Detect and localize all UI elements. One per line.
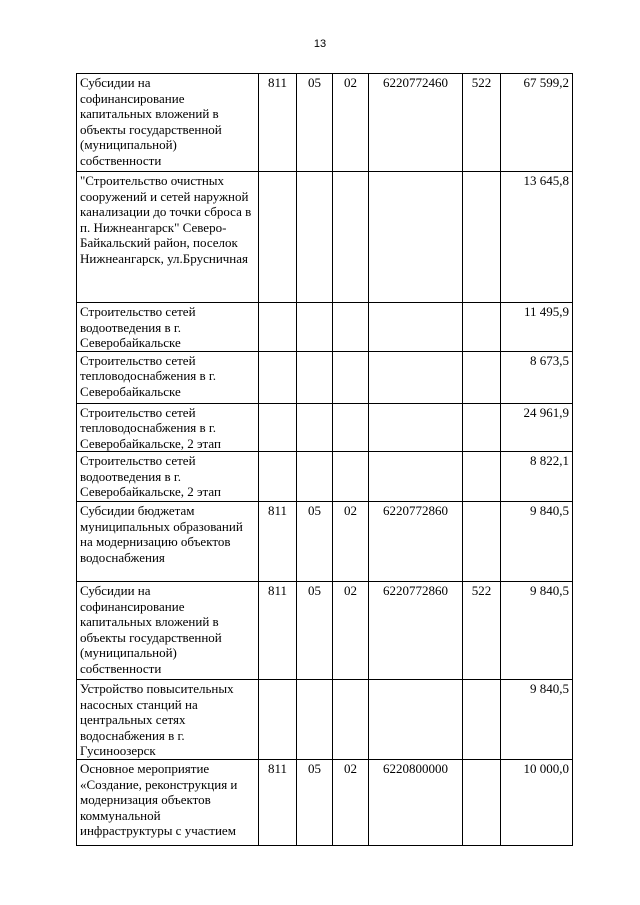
pr-cell: 02	[333, 760, 369, 846]
pr-cell	[333, 680, 369, 760]
rz-cell	[297, 303, 333, 352]
rz-cell	[297, 351, 333, 403]
vr-cell: 522	[463, 74, 501, 172]
vr-cell	[463, 452, 501, 502]
rz-cell	[297, 403, 333, 452]
row-name-cell: Строительство сетей тепловодоснабжения в г. Северобайкальске, 2 этап	[77, 403, 259, 452]
pr-cell: 02	[333, 74, 369, 172]
table-row	[77, 452, 573, 502]
csr-cell	[369, 351, 463, 403]
table-row	[77, 680, 573, 760]
vr-cell	[463, 403, 501, 452]
page-number: 13	[313, 38, 327, 50]
vr-cell	[463, 351, 501, 403]
table-row	[77, 74, 573, 172]
grbs-cell: 811	[259, 74, 297, 172]
csr-cell	[369, 172, 463, 303]
rz-cell	[297, 452, 333, 502]
table-row	[77, 760, 573, 846]
row-name-cell: Субсидии на софинансирование капитальных вложений в объекты государственной (муниципальной) собственности	[77, 74, 259, 172]
pr-cell: 02	[333, 502, 369, 582]
sum-cell: 10 000,0	[501, 760, 573, 846]
sum-cell: 24 961,9	[501, 403, 573, 452]
table-row	[77, 172, 573, 303]
vr-cell	[463, 502, 501, 582]
table-row	[77, 403, 573, 452]
sum-cell: 9 840,5	[501, 680, 573, 760]
sum-cell: 9 840,5	[501, 582, 573, 680]
rz-cell: 05	[297, 74, 333, 172]
vr-cell	[463, 760, 501, 846]
row-name-cell: "Строительство очистных сооружений и сетей наружной канализации до точки сброса в п. Нижнеангарск" Северо-Байкальский район, поселок Нижнеангарск, ул.Брусничная	[77, 172, 259, 303]
sum-cell: 67 599,2	[501, 74, 573, 172]
row-name-cell: Строительство сетей водоотведения в г. Северобайкальске, 2 этап	[77, 452, 259, 502]
pr-cell	[333, 172, 369, 303]
grbs-cell	[259, 172, 297, 303]
csr-cell	[369, 680, 463, 760]
rz-cell	[297, 680, 333, 760]
row-name-cell: Устройство повысительных насосных станций на центральных сетях водоснабжения в г. Гусиноозерск	[77, 680, 259, 760]
sum-cell: 8 673,5	[501, 351, 573, 403]
rz-cell: 05	[297, 582, 333, 680]
row-name-cell: Субсидии бюджетам муниципальных образований на модернизацию объектов водоснабжения	[77, 502, 259, 582]
vr-cell: 522	[463, 582, 501, 680]
csr-cell: 6220772460	[369, 74, 463, 172]
grbs-cell	[259, 403, 297, 452]
grbs-cell	[259, 680, 297, 760]
row-name-cell: Субсидии на софинансирование капитальных вложений в объекты государственной (муниципальной) собственности	[77, 582, 259, 680]
sum-cell: 11 495,9	[501, 303, 573, 352]
pr-cell	[333, 303, 369, 352]
row-name-cell: Основное мероприятие «Создание, реконструкция и модернизация объектов коммунальной инфраструктуры с участием	[77, 760, 259, 846]
rz-cell: 05	[297, 502, 333, 582]
vr-cell	[463, 680, 501, 760]
pr-cell: 02	[333, 582, 369, 680]
sum-cell: 13 645,8	[501, 172, 573, 303]
grbs-cell	[259, 303, 297, 352]
csr-cell	[369, 452, 463, 502]
row-name-cell: Строительство сетей водоотведения в г. Северобайкальске	[77, 303, 259, 352]
row-name-cell: Строительство сетей тепловодоснабжения в г. Северобайкальске	[77, 351, 259, 403]
csr-cell: 6220772860	[369, 582, 463, 680]
sum-cell: 8 822,1	[501, 452, 573, 502]
vr-cell	[463, 303, 501, 352]
grbs-cell: 811	[259, 760, 297, 846]
csr-cell: 6220800000	[369, 760, 463, 846]
grbs-cell: 811	[259, 582, 297, 680]
table-row	[77, 502, 573, 582]
table-row	[77, 303, 573, 352]
budget-table	[76, 73, 573, 846]
grbs-cell: 811	[259, 502, 297, 582]
grbs-cell	[259, 452, 297, 502]
pr-cell	[333, 403, 369, 452]
csr-cell	[369, 303, 463, 352]
pr-cell	[333, 452, 369, 502]
csr-cell: 6220772860	[369, 502, 463, 582]
rz-cell: 05	[297, 760, 333, 846]
pr-cell	[333, 351, 369, 403]
table-row	[77, 351, 573, 403]
grbs-cell	[259, 351, 297, 403]
rz-cell	[297, 172, 333, 303]
vr-cell	[463, 172, 501, 303]
csr-cell	[369, 403, 463, 452]
table-row	[77, 582, 573, 680]
sum-cell: 9 840,5	[501, 502, 573, 582]
